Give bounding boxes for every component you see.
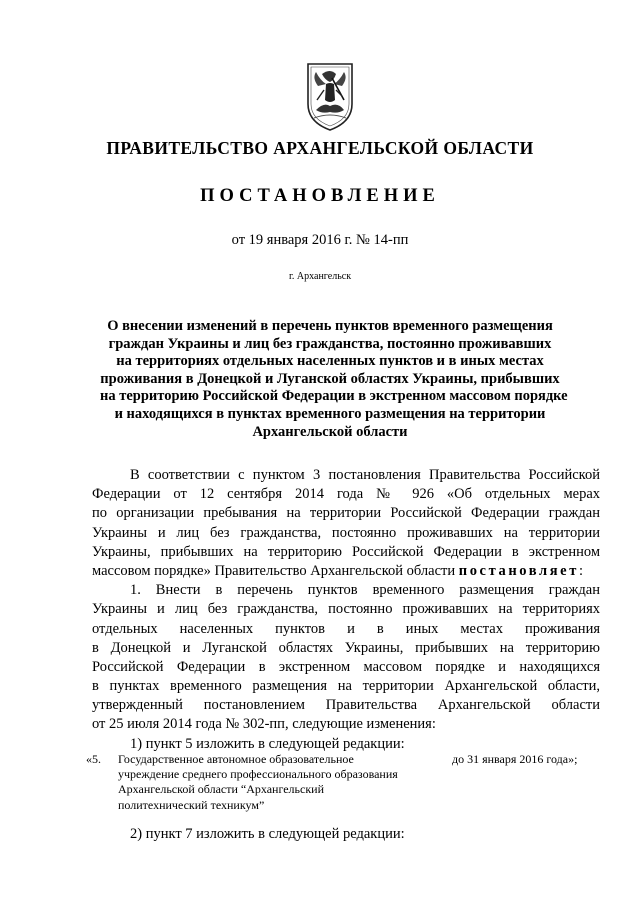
body-line: Российской Федерации в экстренном массовом порядке и находящихся <box>92 658 600 675</box>
body-line: от 25 июля 2014 года № 302-пп, следующие изменения: <box>92 716 436 733</box>
body-line: В соответствии с пунктом 3 постановления Правительства Российской <box>130 467 600 483</box>
point-5-name-line: Государственное автономное образовательное <box>118 752 354 766</box>
document-type: ПОСТАНОВЛЕНИЕ <box>200 186 440 206</box>
point-5-term: до 31 января 2016 года»; <box>452 752 578 766</box>
body-line: утвержденный постановлением Правительства Архангельской области <box>92 697 600 714</box>
heading-line: и находящихся в пунктах временного размещения на территории <box>114 405 546 422</box>
point-5-name-line: политехнический техникум” <box>118 797 265 812</box>
body-line: в пунктах временного размещения на территории Архангельской области, <box>92 678 600 695</box>
body-line: Федерации от 12 сентября 2014 года № 926 «Об отдельных мерах <box>92 486 600 503</box>
preamble-last-line <box>92 562 600 581</box>
body-line: в Донецкой и Луганской областях Украины, прибывших на территорию <box>92 639 600 656</box>
heading-line: граждан Украины и лиц без гражданства, постоянно проживавших <box>108 335 552 352</box>
body-line: по организации пребывания на территории Российской Федерации граждан <box>92 505 600 522</box>
heading-line: на территорию Российской Федерации в экстренном массовом порядке <box>100 388 568 405</box>
heading-line: на территориях отдельных населенных пунктов и в иных местах <box>116 353 544 370</box>
document-date-number: от 19 января 2016 г. № 14-пп <box>231 232 409 248</box>
body-line: отдельных населенных пунктов и в иных местах проживания <box>92 620 600 637</box>
decree-word: постановляет <box>458 562 579 579</box>
government-title: ПРАВИТЕЛЬСТВО АРХАНГЕЛЬСКОЙ ОБЛАСТИ <box>106 138 534 158</box>
point-5-name-line: Архангельской области “Архангельский <box>118 782 325 797</box>
document-body <box>92 466 600 754</box>
subitem-2: 2) пункт 7 изложить в следующей редакции: <box>130 826 405 842</box>
point-5-number: «5. <box>86 752 101 766</box>
body-line: Украины и лиц без гражданства, постоянно проживавших на территории <box>92 524 600 541</box>
point-5-name <box>118 752 438 813</box>
heading-line: О внесении изменений в перечень пунктов временного размещения <box>107 318 553 334</box>
heading-line: проживания в Донецкой и Луганской областях Украины, прибывших <box>100 370 560 387</box>
document-city: г. Архангельск <box>288 271 352 282</box>
document-heading <box>100 318 568 441</box>
heading-line: Архангельской области <box>252 423 408 440</box>
preamble-last-text: массовом порядке» Правительство Архангельской области <box>92 562 459 579</box>
body-line: Украины, прибывших на территорию Российской Федерации в экстренном <box>92 543 600 560</box>
subitem-1: 1) пункт 5 изложить в следующей редакции: <box>130 735 405 752</box>
point-5-name-line: учреждение среднего профессионального образования <box>118 767 398 782</box>
decree-colon: : <box>578 562 583 579</box>
body-line: Украины и лиц без гражданства, постоянно проживавших на территориях <box>92 601 600 618</box>
arkhangelsk-coat-of-arms-icon <box>304 60 356 132</box>
body-line: 1. Внести в перечень пунктов временного размещения граждан <box>130 582 600 599</box>
